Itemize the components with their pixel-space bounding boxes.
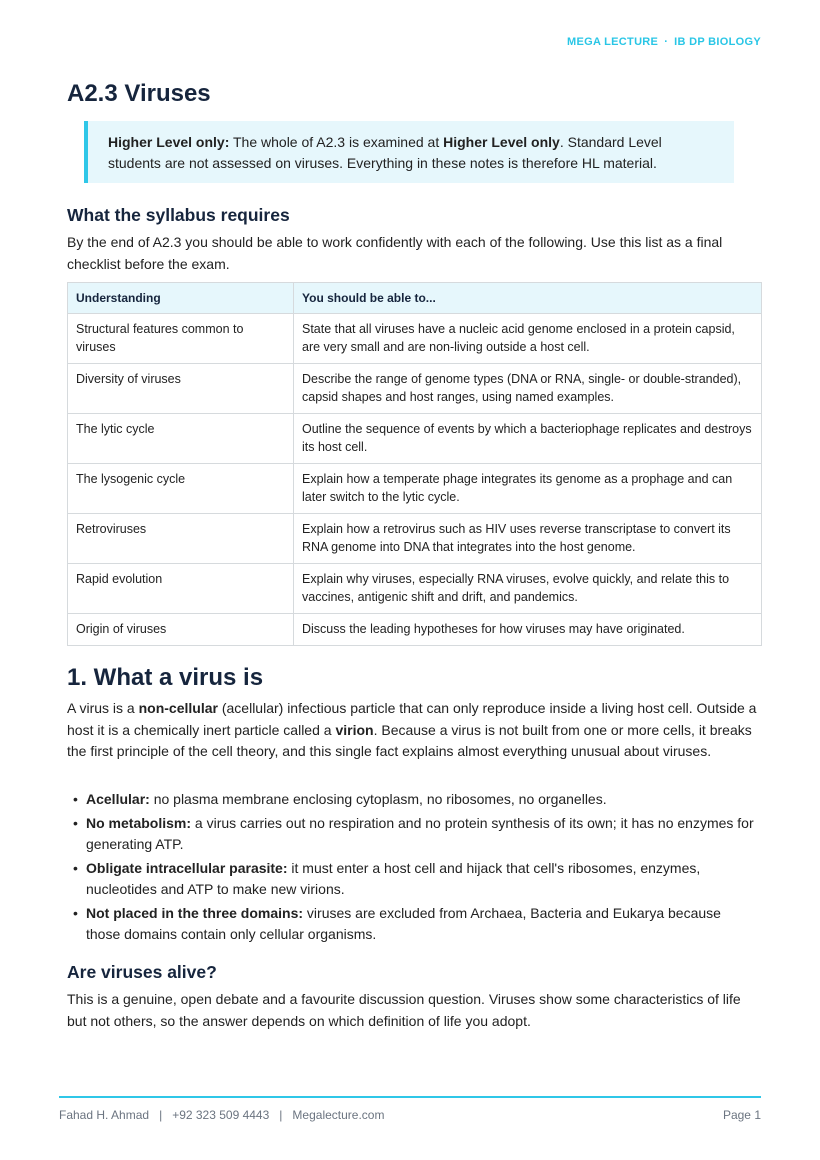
p1-text-a: A virus is a (67, 700, 139, 716)
bullet-text: viruses are excluded from Archaea, Bacteria and Eukarya because those domains contain only cellular organisms. (86, 904, 721, 942)
table-row (68, 414, 762, 464)
syllabus-table (67, 282, 762, 646)
p1-text-e: . Because a virus is not built from one or more cells, it breaks the first principle of the cell theory, and this single fact explains almost everything unusual about viruses. (67, 721, 752, 759)
section-heading: 1. What a virus is (67, 664, 264, 691)
table-header-row (68, 283, 762, 314)
table-row (68, 314, 762, 364)
outcome-cell: Explain why viruses, especially RNA viruses, evolve quickly, and relate this to vaccines, antigenic shift and drift, and pandemics. (294, 564, 762, 614)
bullet-term: Obligate intracellular parasite: (86, 859, 288, 876)
table-row (68, 364, 762, 414)
outcome-cell: Discuss the leading hypotheses for how viruses may have originated. (294, 614, 762, 646)
list-item (67, 903, 757, 946)
footer-site: Megalecture.com (292, 1108, 385, 1122)
outcome-cell: Describe the range of genome types (DNA or RNA, single- or double-stranded), capsid shapes and host ranges, using named examples. (294, 364, 762, 414)
syllabus-heading: What the syllabus requires (67, 205, 290, 225)
header-subject: IB DP BIOLOGY (674, 36, 761, 48)
bullet-text: a virus carries out no respiration and no protein synthesis of its own; it has no enzymes for generating ATP. (86, 814, 754, 852)
virus-features-list (67, 789, 757, 948)
bullet-text: it must enter a host cell and hijack that cell's ribosomes, enzymes, nucleotides and ATP to make new virions. (86, 859, 701, 897)
understanding-cell: Origin of viruses (68, 614, 294, 646)
bullet-term: Not placed in the three domains: (86, 904, 304, 921)
header-separator: · (664, 36, 669, 48)
table-row (68, 514, 762, 564)
column-header-able-to: You should be able to... (294, 283, 762, 314)
virus-definition-paragraph (67, 698, 757, 763)
callout-label: Higher Level only: (108, 134, 230, 150)
running-header (567, 36, 761, 48)
understanding-cell: The lytic cycle (68, 414, 294, 464)
footer-bar: | (279, 1108, 283, 1122)
p1-term-noncellular: non-cellular (138, 700, 218, 716)
list-item (67, 858, 757, 901)
bullet-term: No metabolism: (86, 814, 192, 831)
footer-phone: +92 323 509 4443 (172, 1108, 270, 1122)
alive-heading: Are viruses alive? (67, 962, 217, 982)
table-row (68, 464, 762, 514)
syllabus-intro: By the end of A2.3 you should be able to work confidently with each of the following. Use this list as a final checklist before the exam. (67, 234, 723, 272)
outcome-cell: Outline the sequence of events by which a bacteriophage replicates and destroys its host cell. (294, 414, 762, 464)
outcome-cell: Explain how a retrovirus such as HIV uses reverse transcriptase to convert its RNA genome into DNA that integrates into the host genome. (294, 514, 762, 564)
p1-term-virion: virion (335, 721, 374, 738)
callout-emphasis: Higher Level only (443, 134, 560, 150)
understanding-cell: Diversity of viruses (68, 364, 294, 414)
p1-text-c: (acellular) infectious particle that can only reproduce inside a living host cell. Outside a host it is a chemically inert particle called a (67, 700, 757, 738)
list-item (67, 813, 757, 856)
alive-paragraph: This is a genuine, open debate and a favourite discussion question. Viruses show some characteristics of life but not others, so the answer depends on which definition of life you adopt. (67, 991, 741, 1029)
outcome-cell: Explain how a temperate phage integrates its genome as a prophage and can later switch to the lytic cycle. (294, 464, 762, 514)
callout-text-2: . Standard Level students are not assessed on viruses. Everything in these notes is therefore HL material. (108, 134, 662, 171)
list-item (67, 789, 757, 811)
page-number: Page 1 (722, 1108, 761, 1122)
outcome-cell: State that all viruses have a nucleic acid genome enclosed in a protein capsid, are very small and are non-living outside a host cell. (294, 314, 762, 364)
callout-text-1: The whole of A2.3 is examined at (229, 134, 444, 150)
table-row (68, 564, 762, 614)
bullet-term: Acellular: (86, 791, 150, 807)
understanding-cell: Structural features common to viruses (68, 314, 294, 364)
page-title: A2.3 Viruses (67, 80, 211, 107)
understanding-cell: Retroviruses (68, 514, 294, 564)
bullet-text: no plasma membrane enclosing cytoplasm, no ribosomes, no organelles. (149, 791, 607, 807)
table-row (68, 614, 762, 646)
column-header-understanding: Understanding (68, 283, 294, 314)
footer-credits (59, 1108, 384, 1122)
understanding-cell: Rapid evolution (68, 564, 294, 614)
hl-callout (84, 121, 734, 183)
understanding-cell: The lysogenic cycle (68, 464, 294, 514)
header-brand: MEGA LECTURE (567, 36, 659, 48)
footer-author: Fahad H. Ahmad (59, 1108, 150, 1122)
footer-bar: | (159, 1108, 163, 1122)
footer-divider (59, 1096, 761, 1098)
